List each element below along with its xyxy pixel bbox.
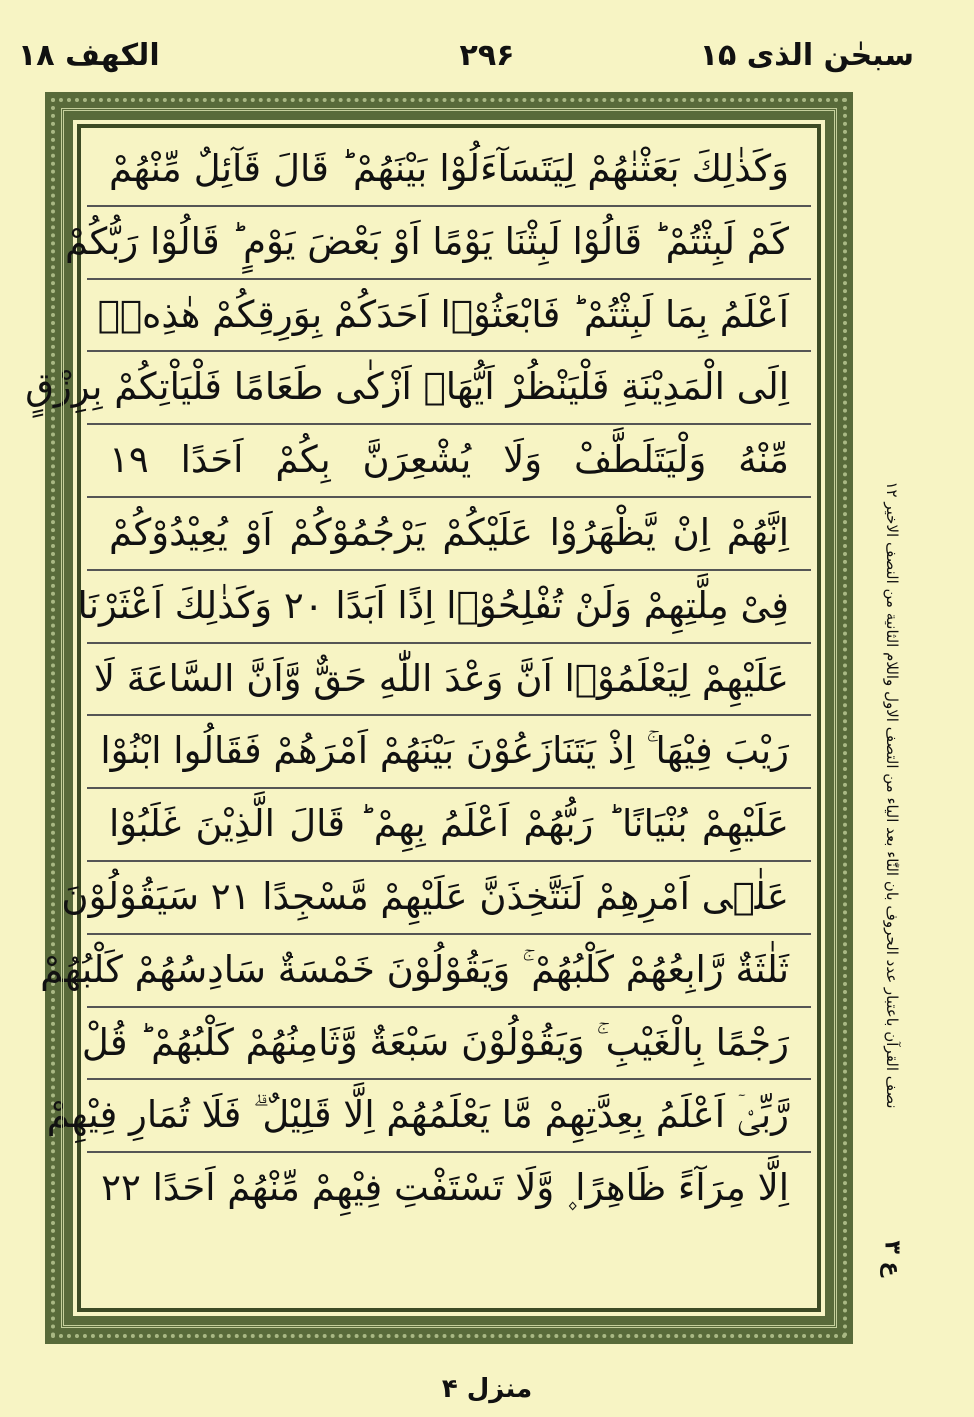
text-line: اَعْلَمُ بِمَا لَبِثْتُمْ ؕ فَابْعَثُوْۤا اَحَدَكُمْ بِوَرِقِكُمْ هٰذِهٖۤ xyxy=(87,280,811,353)
text-line: رَجْمًا بِالْغَيْبِ ۚ وَيَقُوْلُوْنَ سَبْعَةٌ وَّثَامِنُهُمْ كَلْبُهُمْ ؕ قُلْ xyxy=(87,1008,811,1081)
ruku-mark xyxy=(874,1230,910,1300)
margin-note-text: نصف القرآن باعتبار عدد الحروف بان النّٰاء بعد الیاء من التصف الاول واللام الثانیة من النصف الاخیر ۱۲ xyxy=(883,481,901,1109)
manzil-footer: منزل ۴ xyxy=(441,1374,533,1404)
surah-name: الکھف ۱۸ xyxy=(18,38,160,73)
text-line: عَلٰۤى اَمْرِهِمْ لَنَتَّخِذَنَّ عَلَيْهِمْ مَّسْجِدًا ۲۱ سَيَقُوْلُوْنَ xyxy=(87,862,811,935)
text-line: فِىْ مِلَّتِهِمْ وَلَنْ تُفْلِحُوْۤا اِذًا اَبَدًا ۲۰ وَكَذٰلِكَ اَعْثَرْنَا xyxy=(87,571,811,644)
text-line: رَّبِّىْۤ اَعْلَمُ بِعِدَّتِهِمْ مَّا يَعْلَمُهُمْ اِلَّا قَلِيْلٌ ۗ فَلَا تُمَارِ فِيْهِمْ xyxy=(87,1080,811,1153)
text-line: كَمْ لَبِثْتُمْ ؕ قَالُوْا لَبِثْنَا يَوْمًا اَوْ بَعْضَ يَوْمٍ ؕ قَالُوْا رَبُّكُمْ xyxy=(87,207,811,280)
text-line: اِلَى الْمَدِيْنَةِ فَلْيَنْظُرْ اَيُّهَاۤ اَزْكٰى طَعَامًا فَلْيَاْتِكُمْ بِرِزْقٍ xyxy=(87,352,811,425)
text-line: اِنَّهُمْ اِنْ يَّظْهَرُوْا عَلَيْكُمْ يَرْجُمُوْكُمْ اَوْ يُعِيْدُوْكُمْ xyxy=(87,498,811,571)
text-line: رَيْبَ فِيْهَا ۚ اِذْ يَتَنَازَعُوْنَ بَيْنَهُمْ اَمْرَهُمْ فَقَالُوا ابْنُوْا xyxy=(87,716,811,789)
text-lines xyxy=(25,134,811,1302)
margin-note xyxy=(878,440,906,1160)
para-name: سبحٰن الذی ۱۵ xyxy=(699,38,914,73)
text-line: عَلَيْهِمْ لِيَعْلَمُوْۤا اَنَّ وَعْدَ اللّٰهِ حَقٌّ وَّاَنَّ السَّاعَةَ لَا xyxy=(87,644,811,717)
decorative-border-frame xyxy=(25,92,853,1344)
text-line: اِلَّا مِرَآءً ظَاهِرًا ۪ وَّلَا تَسْتَفْتِ فِيْهِمْ مِّنْهُمْ اَحَدًا ۲۲ xyxy=(101,1166,789,1210)
text-line: وَكَذٰلِكَ بَعَثْنٰهُمْ لِيَتَسَآءَلُوْا بَيْنَهُمْ ؕ قَالَ قَآئِلٌ مِّنْهُمْ xyxy=(87,134,811,207)
page-number: ۲۹۶ xyxy=(459,38,515,73)
text-line: عَلَيْهِمْ بُنْيَانًا ؕ رَبُّهُمْ اَعْلَمُ بِهِمْ ؕ قَالَ الَّذِيْنَ غَلَبُوْا xyxy=(87,789,811,862)
text-line: ثَلٰثَةٌ رَّابِعُهُمْ كَلْبُهُمْ ۚ وَيَقُوْلُوْنَ خَمْسَةٌ سَادِسُهُمْ كَلْبُهُمْ xyxy=(87,935,811,1008)
text-line: مِّنْهُ وَلْيَتَلَطَّفْ وَلَا يُشْعِرَنَّ بِكُمْ اَحَدًا ۱۹ xyxy=(87,425,811,498)
ruku-mark-text: ع ۳ xyxy=(879,1240,905,1277)
